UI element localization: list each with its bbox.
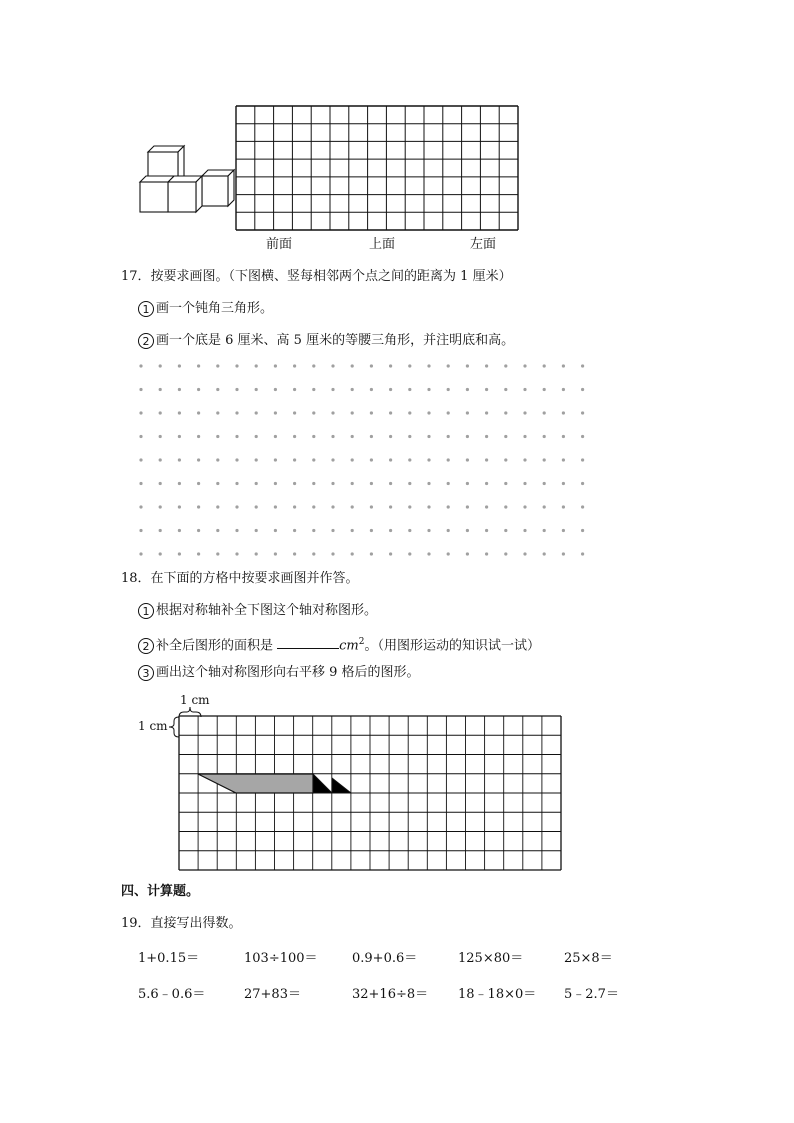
grid-dot[interactable]: [447, 388, 450, 391]
grid-dot[interactable]: [293, 529, 296, 532]
grid-dot[interactable]: [351, 529, 354, 532]
grid-dot[interactable]: [197, 411, 200, 414]
view-label-front: 前面: [266, 237, 293, 252]
grid-dot[interactable]: [255, 458, 258, 461]
grid-dot[interactable]: [331, 388, 334, 391]
q18-title: 18．在下面的方格中按要求画图并作答。: [121, 571, 359, 586]
grid-dot[interactable]: [274, 505, 277, 508]
grid-dot[interactable]: [235, 552, 238, 555]
grid-dot[interactable]: [389, 529, 392, 532]
grid-dot[interactable]: [447, 529, 450, 532]
grid-dot[interactable]: [562, 435, 565, 438]
view-label-top: 上面: [369, 237, 396, 252]
grid-dot[interactable]: [178, 435, 181, 438]
grid-dot[interactable]: [504, 552, 507, 555]
grid-dot[interactable]: [370, 411, 373, 414]
grid-dot[interactable]: [523, 435, 526, 438]
grid-dot[interactable]: [427, 458, 430, 461]
grid-dot[interactable]: [331, 458, 334, 461]
grid-dot[interactable]: [235, 458, 238, 461]
grid-dot[interactable]: [235, 435, 238, 438]
grid-dot[interactable]: [485, 505, 488, 508]
grid-dot[interactable]: [408, 458, 411, 461]
grid-dot[interactable]: [447, 552, 450, 555]
grid-dot[interactable]: [427, 411, 430, 414]
grid-dot[interactable]: [389, 458, 392, 461]
grid-dot[interactable]: [427, 552, 430, 555]
grid-dot[interactable]: [504, 364, 507, 367]
q17-item-1-marker: 1: [138, 301, 154, 317]
calc-2-2: 27+83＝: [244, 987, 301, 1002]
grid-dot[interactable]: [447, 482, 450, 485]
grid-dot[interactable]: [351, 482, 354, 485]
grid-dot[interactable]: [485, 458, 488, 461]
grid-dot[interactable]: [370, 505, 373, 508]
grid-dot[interactable]: [427, 364, 430, 367]
grid-dot[interactable]: [523, 482, 526, 485]
grid-dot[interactable]: [312, 482, 315, 485]
grid-dot[interactable]: [178, 482, 181, 485]
grid-dot[interactable]: [370, 435, 373, 438]
grid-dot[interactable]: [255, 388, 258, 391]
grid-dot[interactable]: [485, 388, 488, 391]
view-grid: [236, 106, 518, 230]
grid-dot[interactable]: [216, 458, 219, 461]
grid-dot[interactable]: [159, 435, 162, 438]
grid-dot[interactable]: [389, 388, 392, 391]
grid-dot[interactable]: [216, 529, 219, 532]
grid-dot[interactable]: [274, 458, 277, 461]
grid-dot[interactable]: [139, 364, 142, 367]
grid-dot[interactable]: [139, 435, 142, 438]
q17-title: 17．按要求画图。（下图横、竖每相邻两个点之间的距离为 1 厘米）: [121, 269, 512, 284]
grid-dot[interactable]: [466, 458, 469, 461]
grid-dot[interactable]: [312, 458, 315, 461]
q17-item-1-text: 画一个钝角三角形。: [156, 301, 274, 316]
q17-item-2: [138, 332, 514, 350]
grid-dot[interactable]: [427, 505, 430, 508]
grid-dot[interactable]: [178, 411, 181, 414]
grid-dot[interactable]: [351, 458, 354, 461]
grid-dot[interactable]: [581, 435, 584, 438]
grid-dot[interactable]: [370, 482, 373, 485]
grid-dot[interactable]: [178, 552, 181, 555]
grid-dot[interactable]: [447, 505, 450, 508]
grid-dot[interactable]: [543, 529, 546, 532]
grid-dot[interactable]: [523, 388, 526, 391]
grid-dot[interactable]: [197, 364, 200, 367]
grid-dot[interactable]: [581, 388, 584, 391]
calc-2-5: 5﹣2.7＝: [564, 987, 619, 1002]
calc-1-1: 1+0.15＝: [138, 951, 200, 966]
dot-grid[interactable]: [138, 362, 588, 558]
grid-dot[interactable]: [274, 411, 277, 414]
grid-dot[interactable]: [389, 482, 392, 485]
grid-dot[interactable]: [293, 482, 296, 485]
grid-dot[interactable]: [523, 552, 526, 555]
grid-dot[interactable]: [197, 529, 200, 532]
q18-item-1-marker: 1: [138, 603, 154, 619]
cube-figure: [130, 138, 240, 218]
q18-item-2-after: 。（用图形运动的知识试一试）: [364, 638, 540, 654]
q17-item-2-marker: 2: [138, 333, 154, 349]
grid-dot[interactable]: [274, 552, 277, 555]
grid-dot[interactable]: [408, 435, 411, 438]
scale-left-label: 1 cm: [138, 719, 168, 733]
grid-dot[interactable]: [370, 552, 373, 555]
grid-dot[interactable]: [159, 552, 162, 555]
grid-dot[interactable]: [255, 364, 258, 367]
grid-dot[interactable]: [408, 482, 411, 485]
grid-dot[interactable]: [351, 388, 354, 391]
grid-dot[interactable]: [293, 364, 296, 367]
grid-dot[interactable]: [178, 364, 181, 367]
grid-dot[interactable]: [235, 505, 238, 508]
grid-dot[interactable]: [312, 505, 315, 508]
grid-dot[interactable]: [274, 388, 277, 391]
grid-dot[interactable]: [139, 482, 142, 485]
grid-dot[interactable]: [562, 364, 565, 367]
grid-dot[interactable]: [447, 364, 450, 367]
grid-dot[interactable]: [562, 388, 565, 391]
grid-dot[interactable]: [312, 435, 315, 438]
grid-dot[interactable]: [216, 388, 219, 391]
grid-dot[interactable]: [235, 364, 238, 367]
grid-dot[interactable]: [159, 505, 162, 508]
grid-dot[interactable]: [255, 435, 258, 438]
grid-dot[interactable]: [408, 411, 411, 414]
grid-dot[interactable]: [255, 411, 258, 414]
grid-dot[interactable]: [159, 364, 162, 367]
grid-dot[interactable]: [159, 458, 162, 461]
calc-1-2: 103÷100＝: [244, 951, 318, 966]
grid-dot[interactable]: [331, 505, 334, 508]
calc-2-4: 18﹣18×0＝: [458, 987, 537, 1002]
grid-dot[interactable]: [523, 458, 526, 461]
grid-dot[interactable]: [523, 505, 526, 508]
grid-dot[interactable]: [274, 529, 277, 532]
grid-dot[interactable]: [293, 552, 296, 555]
grid-dot[interactable]: [562, 529, 565, 532]
grid-dot[interactable]: [523, 411, 526, 414]
grid-dot[interactable]: [178, 505, 181, 508]
grid-dot[interactable]: [274, 435, 277, 438]
grid-dot[interactable]: [485, 435, 488, 438]
grid-dot[interactable]: [370, 458, 373, 461]
grid-dot[interactable]: [389, 411, 392, 414]
grid-dot[interactable]: [562, 552, 565, 555]
shape-black-tip: [332, 778, 351, 793]
grid-dot[interactable]: [293, 458, 296, 461]
grid-dot[interactable]: [312, 364, 315, 367]
calc-1-3: 0.9+0.6＝: [352, 951, 418, 966]
grid-dot[interactable]: [408, 552, 411, 555]
grid-dot[interactable]: [159, 388, 162, 391]
grid-dot[interactable]: [178, 458, 181, 461]
grid-dot[interactable]: [466, 529, 469, 532]
q17-item-2-text: 画一个底是 6 厘米、高 5 厘米的等腰三角形，并注明底和高。: [156, 333, 515, 348]
q18-item-3: [138, 664, 420, 682]
grid-dot[interactable]: [485, 364, 488, 367]
grid-dot[interactable]: [447, 411, 450, 414]
grid-dot[interactable]: [255, 529, 258, 532]
grid-dot[interactable]: [485, 482, 488, 485]
grid-dot[interactable]: [178, 529, 181, 532]
grid-dot[interactable]: [351, 552, 354, 555]
grid-dot[interactable]: [466, 505, 469, 508]
calc-1-5: 25×8＝: [564, 951, 613, 966]
grid-dot[interactable]: [581, 411, 584, 414]
grid-dot[interactable]: [581, 364, 584, 367]
q18-item-3-marker: 3: [138, 665, 154, 681]
grid-dot[interactable]: [139, 388, 142, 391]
grid-dot[interactable]: [197, 458, 200, 461]
grid-dot[interactable]: [293, 435, 296, 438]
grid-dot[interactable]: [274, 482, 277, 485]
grid-dot[interactable]: [427, 529, 430, 532]
grid-dot[interactable]: [504, 458, 507, 461]
grid-dot[interactable]: [389, 505, 392, 508]
grid-dot[interactable]: [255, 505, 258, 508]
grid-dot[interactable]: [562, 411, 565, 414]
view-label-left: 左面: [470, 237, 497, 252]
grid-dot[interactable]: [178, 388, 181, 391]
grid-dot[interactable]: [581, 458, 584, 461]
grid-dot[interactable]: [581, 482, 584, 485]
grid-dot[interactable]: [389, 435, 392, 438]
shape-black-part: [313, 774, 332, 793]
grid-dot[interactable]: [351, 411, 354, 414]
grid-dot[interactable]: [581, 552, 584, 555]
grid-dot[interactable]: [351, 364, 354, 367]
grid-dot[interactable]: [331, 482, 334, 485]
grid-dot[interactable]: [466, 364, 469, 367]
grid-dot[interactable]: [523, 364, 526, 367]
grid-dot[interactable]: [504, 529, 507, 532]
grid-dot[interactable]: [197, 388, 200, 391]
grid-dot[interactable]: [255, 552, 258, 555]
area-answer-blank[interactable]: [277, 634, 339, 649]
grid-dot[interactable]: [562, 505, 565, 508]
section4-title: 四、计算题。: [121, 884, 200, 899]
grid-dot[interactable]: [139, 529, 142, 532]
grid-dot[interactable]: [216, 482, 219, 485]
grid-dot[interactable]: [562, 482, 565, 485]
grid-dot[interactable]: [139, 411, 142, 414]
grid-dot[interactable]: [331, 364, 334, 367]
grid-dot[interactable]: [235, 482, 238, 485]
grid-dot[interactable]: [427, 388, 430, 391]
grid-dot[interactable]: [543, 435, 546, 438]
grid-dot[interactable]: [370, 388, 373, 391]
grid-dot[interactable]: [331, 435, 334, 438]
grid-dot[interactable]: [274, 364, 277, 367]
grid-dot[interactable]: [485, 552, 488, 555]
grid-dot[interactable]: [255, 482, 258, 485]
grid-dot[interactable]: [408, 364, 411, 367]
grid-dot[interactable]: [331, 552, 334, 555]
grid-dot[interactable]: [197, 482, 200, 485]
grid-dot[interactable]: [581, 505, 584, 508]
calc-2-3: 32+16÷8＝: [352, 987, 429, 1002]
grid-dot[interactable]: [466, 482, 469, 485]
grid-dot[interactable]: [504, 482, 507, 485]
grid-dot[interactable]: [543, 482, 546, 485]
grid-dot[interactable]: [312, 411, 315, 414]
grid-dot[interactable]: [235, 411, 238, 414]
calc-1-4: 125×80＝: [458, 951, 524, 966]
grid-dot[interactable]: [159, 482, 162, 485]
grid-dot[interactable]: [312, 552, 315, 555]
grid-dot[interactable]: [293, 505, 296, 508]
grid-dot[interactable]: [216, 505, 219, 508]
grid-dot[interactable]: [293, 411, 296, 414]
grid-dot[interactable]: [408, 529, 411, 532]
grid-dot[interactable]: [408, 505, 411, 508]
grid-dot[interactable]: [504, 435, 507, 438]
grid-dot[interactable]: [543, 505, 546, 508]
grid-dot[interactable]: [466, 411, 469, 414]
calc-2-1: 5.6﹣0.6＝: [138, 987, 206, 1002]
grid-dot[interactable]: [293, 388, 296, 391]
grid-dot[interactable]: [312, 529, 315, 532]
grid-dot[interactable]: [466, 552, 469, 555]
grid-dot[interactable]: [331, 411, 334, 414]
square-grid[interactable]: [179, 716, 561, 870]
grid-dot[interactable]: [504, 411, 507, 414]
q18-item-3-text: 画出这个轴对称图形向右平移 9 格后的图形。: [156, 665, 420, 680]
grid-dot[interactable]: [427, 482, 430, 485]
grid-dot[interactable]: [235, 388, 238, 391]
grid-dot[interactable]: [197, 435, 200, 438]
grid-dot[interactable]: [485, 411, 488, 414]
grid-dot[interactable]: [504, 388, 507, 391]
grid-dot[interactable]: [466, 388, 469, 391]
grid-dot[interactable]: [581, 529, 584, 532]
grid-dot[interactable]: [370, 364, 373, 367]
grid-dot[interactable]: [159, 411, 162, 414]
q18-item-1-text: 根据对称轴补全下图这个轴对称图形。: [156, 603, 378, 618]
grid-dot[interactable]: [408, 388, 411, 391]
q18-item-2: [138, 633, 540, 655]
grid-dot[interactable]: [389, 364, 392, 367]
grid-dot[interactable]: [216, 411, 219, 414]
grid-dot[interactable]: [523, 529, 526, 532]
grid-dot[interactable]: [351, 435, 354, 438]
q18-item-1: [138, 602, 377, 620]
grid-dot[interactable]: [389, 552, 392, 555]
grid-dot[interactable]: [466, 435, 469, 438]
grid-dot[interactable]: [562, 458, 565, 461]
grid-dot[interactable]: [197, 505, 200, 508]
grid-dot[interactable]: [216, 364, 219, 367]
grid-dot[interactable]: [312, 388, 315, 391]
grid-dot[interactable]: [543, 458, 546, 461]
grid-dot[interactable]: [159, 529, 162, 532]
q18-item-2-before: 补全后图形的面积是: [156, 638, 278, 654]
grid-dot[interactable]: [216, 435, 219, 438]
q19-title: 19．直接写出得数。: [121, 916, 242, 931]
grid-dot[interactable]: [427, 435, 430, 438]
grid-dot[interactable]: [139, 552, 142, 555]
grid-dot[interactable]: [235, 529, 238, 532]
grid-dot[interactable]: [485, 529, 488, 532]
area-unit-exponent: 2: [358, 637, 365, 647]
area-unit: cm: [339, 638, 359, 654]
grid-dot[interactable]: [139, 458, 142, 461]
grid-dot[interactable]: [504, 505, 507, 508]
grid-dot[interactable]: [543, 388, 546, 391]
grid-dot[interactable]: [543, 552, 546, 555]
grid-dot[interactable]: [447, 458, 450, 461]
q17-item-1: [138, 300, 273, 318]
grid-dot[interactable]: [543, 364, 546, 367]
grid-dot[interactable]: [197, 552, 200, 555]
grid-dot[interactable]: [139, 505, 142, 508]
grid-dot[interactable]: [543, 411, 546, 414]
q18-item-2-marker: 2: [138, 638, 154, 654]
grid-dot[interactable]: [370, 529, 373, 532]
grid-dot[interactable]: [447, 435, 450, 438]
shape-gray-part: [198, 774, 313, 793]
grid-dot[interactable]: [216, 552, 219, 555]
grid-dot[interactable]: [351, 505, 354, 508]
scale-top-label: 1 cm: [180, 693, 210, 707]
grid-dot[interactable]: [331, 529, 334, 532]
